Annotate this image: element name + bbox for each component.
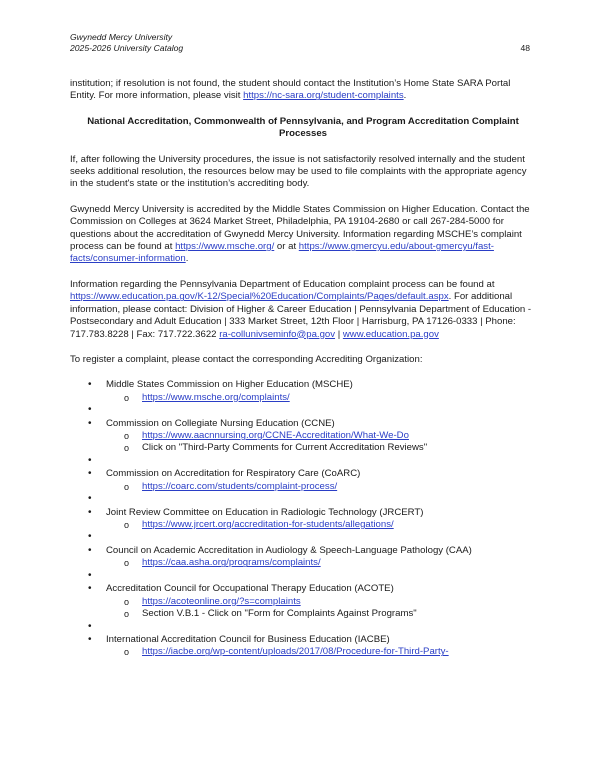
resolution-paragraph: If, after following the University procedures, the issue is not satisfactorily resolved internally and the student seeks additional resolution, the resources below may be used to file complaints with the appropriate agency in the student's state or the institution’s accrediting body. xyxy=(70,153,527,190)
list-item-jrcert: • Joint Review Committee on Education in Radiologic Technology (JRCERT) o https://www.jrcert.org/accreditation-for-students/allegations/ xyxy=(70,507,536,532)
list-item-acote: • Accreditation Council for Occupational Therapy Education (ACOTE) o https://acoteonline.org/?s=complaints o Section V.B.1 - Click on "Form for Complaints Against Programs" xyxy=(70,583,536,620)
pde-paragraph: Information regarding the Pennsylvania Department of Education complaint process can be found at https://www.education.pa.gov/K-12/Special%20Education/Complaints/Pages/default.aspx. For additional information, please contact: Division of Higher & Career Education | Pennsylvania Department of Education - Postsecondary and Adult Education | 333 Market Street, 12th Floor | Harrisburg, PA 17126-0333 | Phone: 717.783.8228 | Fax: 717.722.3622 ra-collunivseminfo@pa.gov | www.education.pa.gov xyxy=(70,278,532,340)
consumer-information-link[interactable]: https://www.gmercyu.edu/about-gmercyu/fast-facts/consumer-information xyxy=(70,241,494,265)
header-catalog: 2025-2026 University Catalog xyxy=(70,43,184,53)
ccne-note: o Click on "Third-Party Comments for Current Accreditation Reviews" xyxy=(106,442,536,454)
pde-email-link[interactable]: ra-collunivseminfo@pa.gov xyxy=(219,328,336,340)
header-university: Gwynedd Mercy University xyxy=(70,32,173,42)
running-header xyxy=(70,32,183,54)
caa-link[interactable]: https://caa.asha.org/programs/complaints/ xyxy=(142,557,321,569)
coarc-link[interactable]: https://coarc.com/students/complaint-process/ xyxy=(142,480,338,492)
acote-note: o Section V.B.1 - Click on "Form for Complaints Against Programs" xyxy=(106,608,536,620)
page-body xyxy=(70,78,536,659)
list-item-iacbe: • International Accreditation Council for Business Education (IACBE) o https://iacbe.org/wp-content/uploads/2017/08/Procedure-for-Third-Party- xyxy=(70,634,536,659)
acote-link[interactable]: https://acoteonline.org/?s=complaints xyxy=(142,595,301,607)
list-item-caa: • Council on Academic Accreditation in Audiology & Speech-Language Pathology (CAA) o https://caa.asha.org/programs/complaints/ xyxy=(70,545,536,570)
register-complaint-paragraph: To register a complaint, please contact the corresponding Accrediting Organization: xyxy=(70,353,423,365)
pde-complaints-link[interactable]: https://www.education.pa.gov/K-12/Special%20Education/Complaints/Pages/default.aspx xyxy=(70,291,449,303)
intro-paragraph: institution; if resolution is not found, the student should contact the Institution’s Home State SARA Portal Entity. For more information, please visit https://nc-sara.org/student-complaints. xyxy=(70,78,511,102)
msche-complaints-link[interactable]: https://www.msche.org/complaints/ xyxy=(142,391,290,403)
accrediting-organization-list xyxy=(70,379,536,659)
sara-link[interactable]: https://nc-sara.org/student-complaints xyxy=(243,90,404,102)
section-heading: National Accreditation, Commonwealth of Pennsylvania, and Program Accreditation Complaint Processes xyxy=(87,115,519,140)
page-number: 48 xyxy=(520,43,530,53)
msche-link[interactable]: https://www.msche.org/ xyxy=(175,241,275,253)
jrcert-link[interactable]: https://www.jrcert.org/accreditation-for-students/allegations/ xyxy=(142,519,394,531)
accreditation-paragraph: Gwynedd Mercy University is accredited by the Middle States Commission on Higher Education. Contact the Commission on Colleges at 3624 Market Street, Philadelphia, PA 19104-2680 or call 267-284-5000 for questions about the accreditation of Gwynedd Mercy University. Information regarding MSCHE’s complaint process can be found at https://www.msche.org/ or at https://www.gmercyu.edu/about-gmercyu/fast-facts/consumer-information. xyxy=(70,203,530,265)
list-item-msche: • Middle States Commission on Higher Education (MSCHE) o https://www.msche.org/complaints/ xyxy=(70,379,536,404)
pde-website-link[interactable]: www.education.pa.gov xyxy=(342,328,439,340)
list-item-coarc: • Commission on Accreditation for Respiratory Care (CoARC) o https://coarc.com/students/complaint-process/ xyxy=(70,468,536,493)
list-item-ccne: • Commission on Collegiate Nursing Education (CCNE) o https://www.aacnnursing.org/CCNE-Accreditation/What-We-Do o Click on "Third-Party Comments for Current Accreditation Reviews" xyxy=(70,418,536,455)
iacbe-link[interactable]: https://iacbe.org/wp-content/uploads/2017/08/Procedure-for-Third-Party- xyxy=(142,646,449,658)
ccne-link[interactable]: https://www.aacnnursing.org/CCNE-Accreditation/What-We-Do xyxy=(142,430,409,442)
